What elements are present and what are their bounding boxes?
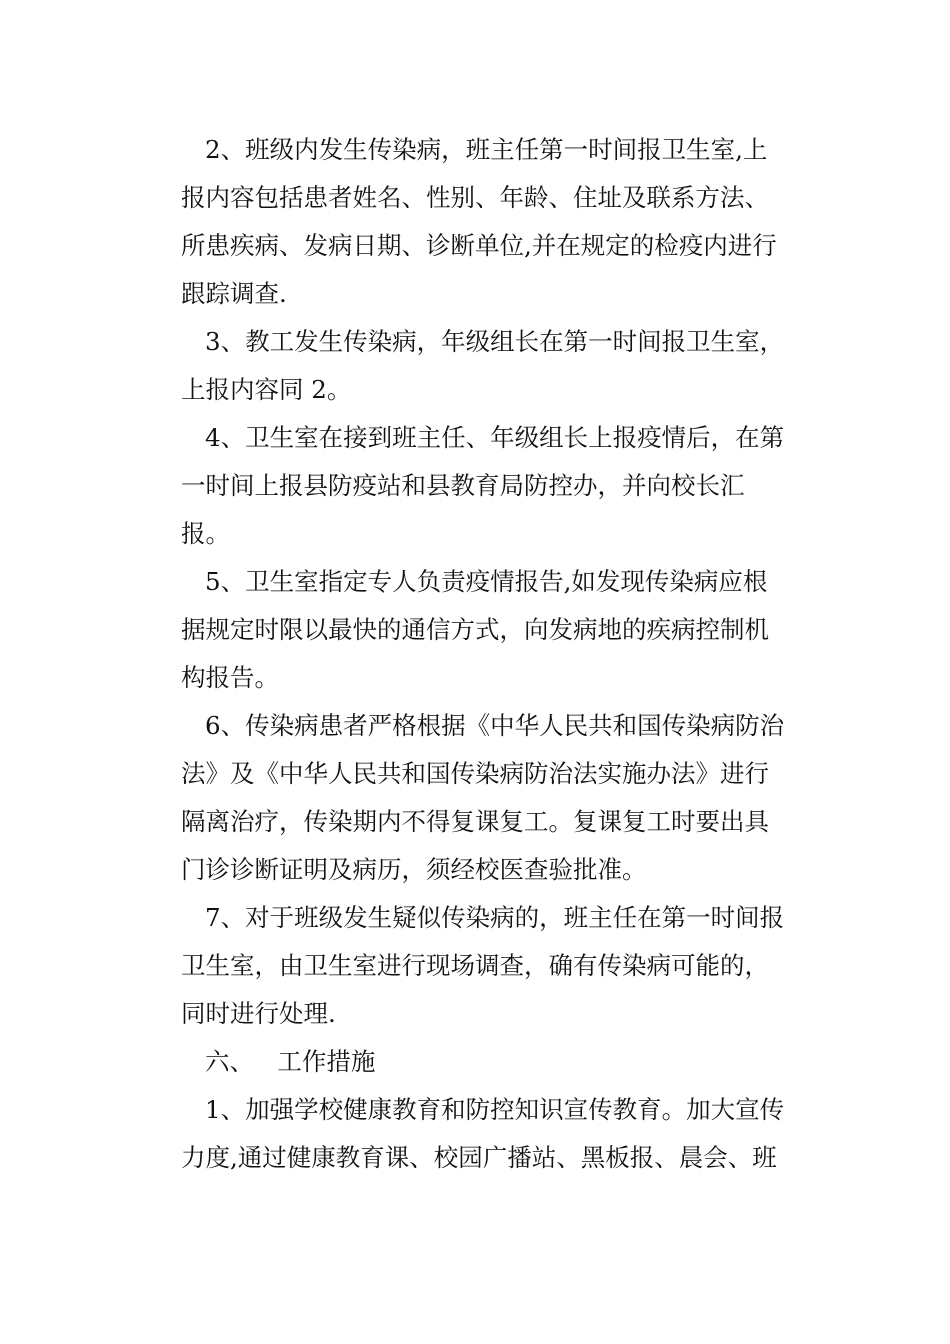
paragraph-6-line-4: 门诊诊断证明及病历，须经校医查验批准。	[181, 855, 647, 884]
paragraph-2-line-2: 报内容包括患者姓名、性别、年龄、住址及联系方法、	[181, 183, 769, 212]
paragraph-6-line-3: 隔离治疗，传染期内不得复课复工。复课复工时要出具	[181, 807, 769, 836]
paragraph-4-line-2: 一时间上报县防疫站和县教育局防控办，并向校长汇	[181, 471, 745, 500]
paragraph-2-line-1: 2、班级内发生传染病，班主任第一时间报卫生室,上	[205, 135, 768, 164]
measure-1-line-2: 力度,通过健康教育课、校园广播站、黑板报、晨会、班	[181, 1143, 777, 1172]
paragraph-5-line-1: 5、卫生室指定专人负责疫情报告,如发现传染病应根	[205, 567, 768, 596]
paragraph-3-line-2: 上报内容同 2。	[181, 375, 352, 404]
paragraph-2-line-4: 跟踪调查.	[181, 279, 287, 308]
measure-1-line-1: 1、加强学校健康教育和防控知识宣传教育。加大宣传	[205, 1095, 785, 1124]
paragraph-7-line-1: 7、对于班级发生疑似传染病的，班主任在第一时间报	[205, 903, 785, 932]
paragraph-5-line-2: 据规定时限以最快的通信方式，向发病地的疾病控制机	[181, 615, 769, 644]
paragraph-4-line-3: 报。	[181, 519, 230, 548]
paragraph-5-line-3: 构报告。	[181, 663, 279, 692]
paragraph-3-line-1: 3、教工发生传染病，年级组长在第一时间报卫生室，	[205, 327, 785, 356]
paragraph-7-line-3: 同时进行处理.	[181, 999, 336, 1028]
paragraph-6-line-1: 6、传染病患者严格根据《中华人民共和国传染病防治	[205, 711, 785, 740]
section-heading-work-measures: 六、 工作措施	[205, 1047, 376, 1076]
paragraph-2-line-3: 所患疾病、发病日期、诊断单位,并在规定的检疫内进行	[181, 231, 777, 260]
paragraph-6-line-2: 法》及《中华人民共和国传染病防治法实施办法》进行	[181, 759, 769, 788]
paragraph-4-line-1: 4、卫生室在接到班主任、年级组长上报疫情后，在第	[205, 423, 785, 452]
paragraph-7-line-2: 卫生室，由卫生室进行现场调查，确有传染病可能的，	[181, 951, 769, 980]
